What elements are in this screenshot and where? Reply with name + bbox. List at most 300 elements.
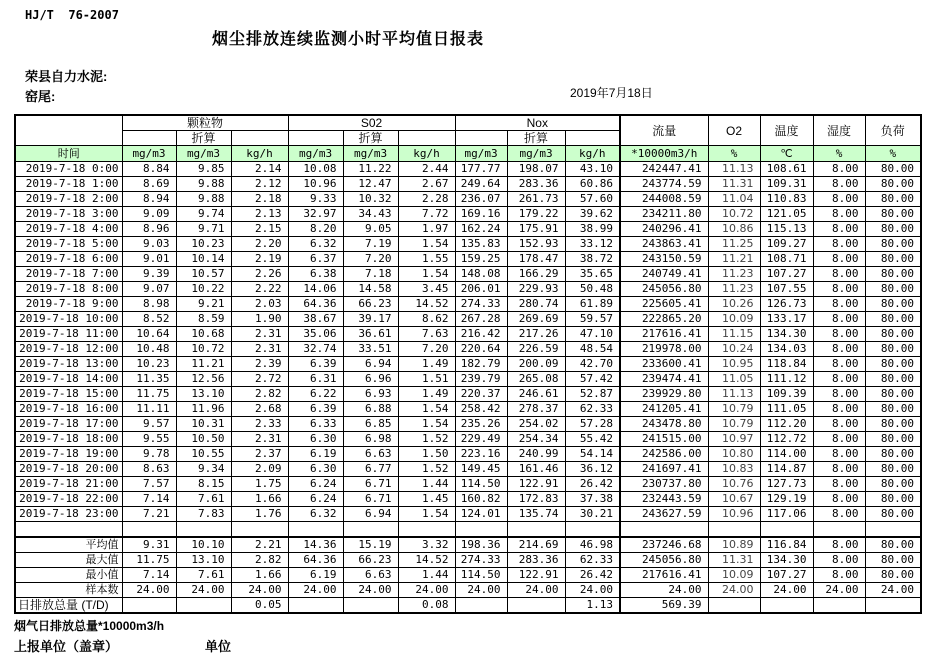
value-cell: 9.03: [122, 237, 176, 252]
value-cell: 10.31: [176, 417, 231, 432]
unit-label: 单位: [205, 639, 232, 654]
value-cell: 80.00: [865, 447, 921, 462]
value-cell: 80.00: [865, 417, 921, 432]
value-cell: 6.31: [288, 372, 343, 387]
value-cell: 179.22: [507, 207, 565, 222]
value-cell: 261.73: [507, 192, 565, 207]
value-cell: [565, 522, 620, 538]
value-cell: 64.36: [288, 297, 343, 312]
value-cell: 9.57: [122, 417, 176, 432]
value-cell: 14.06: [288, 282, 343, 297]
value-cell: 66.23: [343, 297, 398, 312]
value-cell: 11.35: [122, 372, 176, 387]
value-cell: 107.27: [760, 568, 813, 583]
value-cell: 33.51: [343, 342, 398, 357]
value-cell: 6.63: [343, 447, 398, 462]
value-cell: 118.84: [760, 357, 813, 372]
value-cell: 2.72: [231, 372, 288, 387]
value-cell: 10.96: [288, 177, 343, 192]
value-cell: 161.46: [507, 462, 565, 477]
value-cell: 10.95: [708, 357, 760, 372]
value-cell: 10.57: [176, 267, 231, 282]
value-cell: 57.60: [565, 192, 620, 207]
value-cell: 160.82: [455, 492, 507, 507]
value-cell: 80.00: [865, 553, 921, 568]
unit-cell-load: %: [865, 146, 921, 162]
value-cell: 64.36: [288, 553, 343, 568]
value-cell: 10.22: [176, 282, 231, 297]
value-cell: 10.09: [708, 568, 760, 583]
value-cell: 8.00: [813, 387, 865, 402]
value-cell: 80.00: [865, 207, 921, 222]
value-cell: 2.68: [231, 402, 288, 417]
value-cell: 8.20: [288, 222, 343, 237]
value-cell: 240749.41: [620, 267, 708, 282]
value-cell: 1.50: [398, 447, 455, 462]
table-row: [15, 297, 921, 312]
value-cell: 38.72: [565, 252, 620, 267]
value-cell: 80.00: [865, 432, 921, 447]
value-cell: 240296.41: [620, 222, 708, 237]
converted-label-so2: 折算: [343, 131, 398, 146]
table-row: [15, 387, 921, 402]
value-cell: 8.00: [813, 507, 865, 522]
col-humidity: 湿度: [813, 115, 865, 146]
value-cell: 2.19: [231, 252, 288, 267]
value-cell: 10.79: [708, 402, 760, 417]
value-cell: 80.00: [865, 267, 921, 282]
value-cell: 234211.80: [620, 207, 708, 222]
group-particulate: 颗粒物: [122, 115, 288, 131]
value-cell: 39.17: [343, 312, 398, 327]
value-cell: 280.74: [507, 297, 565, 312]
summary-label: 平均值: [15, 537, 122, 553]
value-cell: 2.31: [231, 342, 288, 357]
value-cell: 240.99: [507, 447, 565, 462]
value-cell: 6.63: [343, 568, 398, 583]
value-cell: [176, 598, 231, 614]
value-cell: 8.00: [813, 553, 865, 568]
col-load: 负荷: [865, 115, 921, 146]
value-cell: 14.52: [398, 297, 455, 312]
time-cell: 2019-7-18 4:00: [15, 222, 122, 237]
value-cell: 80.00: [865, 507, 921, 522]
value-cell: 6.32: [288, 237, 343, 252]
value-cell: 133.17: [760, 312, 813, 327]
value-cell: 2.18: [231, 192, 288, 207]
value-cell: 2.13: [231, 207, 288, 222]
value-cell: 241697.41: [620, 462, 708, 477]
value-cell: 114.50: [455, 568, 507, 583]
unit-cell: mg/m3: [122, 146, 176, 162]
col-o2: O2: [708, 115, 760, 146]
summary-label: [15, 522, 122, 538]
summary-row: [15, 598, 921, 614]
time-cell: 2019-7-18 21:00: [15, 477, 122, 492]
value-cell: 109.39: [760, 387, 813, 402]
value-cell: 6.39: [288, 357, 343, 372]
value-cell: 2.26: [231, 267, 288, 282]
value-cell: 7.61: [176, 492, 231, 507]
value-cell: 6.96: [343, 372, 398, 387]
value-cell: 61.89: [565, 297, 620, 312]
value-cell: 8.00: [813, 568, 865, 583]
value-cell: 7.61: [176, 568, 231, 583]
value-cell: 1.66: [231, 568, 288, 583]
value-cell: 42.70: [565, 357, 620, 372]
value-cell: 124.01: [455, 507, 507, 522]
value-cell: [122, 522, 176, 538]
value-cell: 246.61: [507, 387, 565, 402]
value-cell: 1.52: [398, 462, 455, 477]
value-cell: 219978.00: [620, 342, 708, 357]
value-cell: 8.00: [813, 327, 865, 342]
table-row: [15, 492, 921, 507]
value-cell: 1.54: [398, 402, 455, 417]
value-cell: 9.01: [122, 252, 176, 267]
value-cell: 6.71: [343, 492, 398, 507]
value-cell: 229.49: [455, 432, 507, 447]
value-cell: 110.83: [760, 192, 813, 207]
unit-cell: mg/m3: [176, 146, 231, 162]
table-row: [15, 312, 921, 327]
value-cell: 182.79: [455, 357, 507, 372]
value-cell: 269.69: [507, 312, 565, 327]
value-cell: 2.31: [231, 432, 288, 447]
value-cell: 66.23: [343, 553, 398, 568]
value-cell: 8.69: [122, 177, 176, 192]
time-cell: 2019-7-18 10:00: [15, 312, 122, 327]
unit-cell: kg/h: [565, 146, 620, 162]
blank-cell: [565, 131, 620, 146]
value-cell: 8.00: [813, 447, 865, 462]
value-cell: 3.45: [398, 282, 455, 297]
time-cell: 2019-7-18 22:00: [15, 492, 122, 507]
value-cell: 112.20: [760, 417, 813, 432]
value-cell: 178.47: [507, 252, 565, 267]
value-cell: 46.98: [565, 537, 620, 553]
value-cell: 11.31: [708, 553, 760, 568]
value-cell: 6.98: [343, 432, 398, 447]
value-cell: 149.45: [455, 462, 507, 477]
value-cell: 15.19: [343, 537, 398, 553]
value-cell: 1.44: [398, 477, 455, 492]
value-cell: 10.23: [122, 357, 176, 372]
value-cell: 126.73: [760, 297, 813, 312]
value-cell: 8.00: [813, 417, 865, 432]
value-cell: 117.06: [760, 507, 813, 522]
value-cell: 6.22: [288, 387, 343, 402]
value-cell: 177.77: [455, 162, 507, 177]
value-cell: 8.00: [813, 357, 865, 372]
time-cell: 2019-7-18 12:00: [15, 342, 122, 357]
value-cell: 11.11: [122, 402, 176, 417]
value-cell: 24.00: [708, 583, 760, 598]
value-cell: 8.00: [813, 342, 865, 357]
value-cell: 235.26: [455, 417, 507, 432]
value-cell: 1.97: [398, 222, 455, 237]
value-cell: 243478.80: [620, 417, 708, 432]
unit-cell: kg/h: [231, 146, 288, 162]
value-cell: 135.83: [455, 237, 507, 252]
value-cell: 249.64: [455, 177, 507, 192]
value-cell: 236.07: [455, 192, 507, 207]
value-cell: 37.38: [565, 492, 620, 507]
value-cell: 0.08: [398, 598, 455, 614]
value-cell: 243150.59: [620, 252, 708, 267]
value-cell: 169.16: [455, 207, 507, 222]
col-flow: 流量: [620, 115, 708, 146]
value-cell: 9.88: [176, 177, 231, 192]
value-cell: 10.72: [708, 207, 760, 222]
value-cell: 80.00: [865, 537, 921, 553]
value-cell: 9.34: [176, 462, 231, 477]
time-cell: 2019-7-18 7:00: [15, 267, 122, 282]
value-cell: 11.25: [708, 237, 760, 252]
value-cell: 8.94: [122, 192, 176, 207]
time-cell: 2019-7-18 16:00: [15, 402, 122, 417]
time-cell: 2019-7-18 2:00: [15, 192, 122, 207]
value-cell: 8.00: [813, 402, 865, 417]
time-cell: 2019-7-18 5:00: [15, 237, 122, 252]
value-cell: 172.83: [507, 492, 565, 507]
col-temperature: 温度: [760, 115, 813, 146]
value-cell: 8.00: [813, 252, 865, 267]
value-cell: 115.13: [760, 222, 813, 237]
value-cell: 233600.41: [620, 357, 708, 372]
value-cell: 80.00: [865, 342, 921, 357]
value-cell: 10.32: [343, 192, 398, 207]
value-cell: 2.09: [231, 462, 288, 477]
table-row: [15, 447, 921, 462]
value-cell: 217616.41: [620, 568, 708, 583]
value-cell: 1.54: [398, 417, 455, 432]
value-cell: 80.00: [865, 177, 921, 192]
value-cell: 241205.41: [620, 402, 708, 417]
value-cell: 80.00: [865, 372, 921, 387]
value-cell: 122.91: [507, 568, 565, 583]
value-cell: 3.32: [398, 537, 455, 553]
value-cell: 7.18: [343, 267, 398, 282]
value-cell: 24.00: [122, 583, 176, 598]
value-cell: 267.28: [455, 312, 507, 327]
value-cell: 9.33: [288, 192, 343, 207]
value-cell: 24.00: [455, 583, 507, 598]
value-cell: [343, 598, 398, 614]
value-cell: 47.10: [565, 327, 620, 342]
value-cell: 1.66: [231, 492, 288, 507]
value-cell: 8.00: [813, 267, 865, 282]
value-cell: 265.08: [507, 372, 565, 387]
value-cell: 80.00: [865, 568, 921, 583]
value-cell: 198.07: [507, 162, 565, 177]
value-cell: 10.79: [708, 417, 760, 432]
value-cell: 8.96: [122, 222, 176, 237]
table-row: [15, 477, 921, 492]
table-row: [15, 177, 921, 192]
header-row-groups: [15, 115, 921, 131]
value-cell: 10.97: [708, 432, 760, 447]
value-cell: 114.00: [760, 447, 813, 462]
value-cell: 8.63: [122, 462, 176, 477]
value-cell: 62.33: [565, 402, 620, 417]
value-cell: 2.12: [231, 177, 288, 192]
time-header-blank: [15, 115, 122, 146]
blank-cell: [122, 131, 176, 146]
value-cell: 243774.59: [620, 177, 708, 192]
value-cell: 232443.59: [620, 492, 708, 507]
value-cell: 1.49: [398, 387, 455, 402]
value-cell: 8.00: [813, 207, 865, 222]
time-header: 时间: [15, 146, 122, 162]
time-cell: 2019-7-18 20:00: [15, 462, 122, 477]
table-row: [15, 432, 921, 447]
spacer-row: [15, 522, 921, 538]
value-cell: 24.00: [398, 583, 455, 598]
value-cell: 7.57: [122, 477, 176, 492]
flow-total-note: 烟气日排放总量*10000m3/h: [14, 619, 165, 633]
value-cell: 6.93: [343, 387, 398, 402]
value-cell: [455, 522, 507, 538]
value-cell: 1.90: [231, 312, 288, 327]
value-cell: 11.96: [176, 402, 231, 417]
time-cell: 2019-7-18 9:00: [15, 297, 122, 312]
value-cell: 148.08: [455, 267, 507, 282]
value-cell: 9.55: [122, 432, 176, 447]
value-cell: 33.12: [565, 237, 620, 252]
unit-cell: kg/h: [398, 146, 455, 162]
value-cell: 10.24: [708, 342, 760, 357]
value-cell: 60.86: [565, 177, 620, 192]
value-cell: 220.64: [455, 342, 507, 357]
value-cell: 274.33: [455, 553, 507, 568]
value-cell: 2.39: [231, 357, 288, 372]
value-cell: 217616.41: [620, 327, 708, 342]
value-cell: 245056.80: [620, 553, 708, 568]
value-cell: 10.10: [176, 537, 231, 553]
value-cell: 10.83: [708, 462, 760, 477]
value-cell: 7.20: [343, 252, 398, 267]
value-cell: 6.71: [343, 477, 398, 492]
value-cell: 11.15: [708, 327, 760, 342]
unit-cell: mg/m3: [507, 146, 565, 162]
value-cell: 258.42: [455, 402, 507, 417]
value-cell: 8.00: [813, 192, 865, 207]
value-cell: 8.84: [122, 162, 176, 177]
value-cell: 223.16: [455, 447, 507, 462]
value-cell: 2.21: [231, 537, 288, 553]
value-cell: 8.15: [176, 477, 231, 492]
value-cell: 6.24: [288, 477, 343, 492]
value-cell: 6.19: [288, 568, 343, 583]
value-cell: 8.00: [813, 237, 865, 252]
converted-label-nox: 折算: [507, 131, 565, 146]
value-cell: 107.55: [760, 282, 813, 297]
value-cell: 222865.20: [620, 312, 708, 327]
time-cell: 2019-7-18 17:00: [15, 417, 122, 432]
value-cell: 11.13: [708, 387, 760, 402]
time-cell: 2019-7-18 1:00: [15, 177, 122, 192]
value-cell: 109.31: [760, 177, 813, 192]
time-cell: 2019-7-18 23:00: [15, 507, 122, 522]
value-cell: 127.73: [760, 477, 813, 492]
value-cell: 8.00: [813, 177, 865, 192]
value-cell: 2.82: [231, 387, 288, 402]
value-cell: 36.61: [343, 327, 398, 342]
value-cell: 162.24: [455, 222, 507, 237]
blank-cell: [288, 131, 343, 146]
summary-row: [15, 568, 921, 583]
value-cell: 175.91: [507, 222, 565, 237]
value-cell: 2.31: [231, 327, 288, 342]
value-cell: 114.50: [455, 477, 507, 492]
table-row: [15, 282, 921, 297]
table-row: [15, 162, 921, 177]
value-cell: 116.84: [760, 537, 813, 553]
report-table: [14, 114, 922, 614]
table-row: [15, 207, 921, 222]
value-cell: [343, 522, 398, 538]
value-cell: 274.33: [455, 297, 507, 312]
value-cell: 10.09: [708, 312, 760, 327]
value-cell: 9.05: [343, 222, 398, 237]
value-cell: 254.34: [507, 432, 565, 447]
value-cell: 80.00: [865, 492, 921, 507]
value-cell: 198.36: [455, 537, 507, 553]
value-cell: [620, 522, 708, 538]
value-cell: 8.00: [813, 312, 865, 327]
value-cell: [507, 522, 565, 538]
value-cell: 1.76: [231, 507, 288, 522]
monitoring-point: 窑尾:: [25, 89, 56, 104]
value-cell: 6.94: [343, 357, 398, 372]
value-cell: 2.44: [398, 162, 455, 177]
value-cell: 12.56: [176, 372, 231, 387]
value-cell: 6.77: [343, 462, 398, 477]
value-cell: 48.54: [565, 342, 620, 357]
value-cell: [760, 522, 813, 538]
value-cell: 135.74: [507, 507, 565, 522]
value-cell: 59.57: [565, 312, 620, 327]
value-cell: 6.19: [288, 447, 343, 462]
standard-code: HJ/T 76-2007: [25, 8, 119, 22]
value-cell: 55.42: [565, 432, 620, 447]
value-cell: 26.42: [565, 477, 620, 492]
unit-cell-temperature: ℃: [760, 146, 813, 162]
value-cell: 8.62: [398, 312, 455, 327]
value-cell: 159.25: [455, 252, 507, 267]
value-cell: 24.00: [343, 583, 398, 598]
value-cell: 241515.00: [620, 432, 708, 447]
report-table-wrap: [14, 114, 922, 614]
value-cell: 80.00: [865, 477, 921, 492]
time-cell: 2019-7-18 19:00: [15, 447, 122, 462]
unit-cell: mg/m3: [343, 146, 398, 162]
value-cell: 11.23: [708, 282, 760, 297]
value-cell: [507, 598, 565, 614]
value-cell: 39.62: [565, 207, 620, 222]
value-cell: 8.00: [813, 297, 865, 312]
value-cell: 80.00: [865, 282, 921, 297]
value-cell: 237246.68: [620, 537, 708, 553]
value-cell: 12.47: [343, 177, 398, 192]
value-cell: 11.21: [176, 357, 231, 372]
value-cell: 7.72: [398, 207, 455, 222]
value-cell: 121.05: [760, 207, 813, 222]
value-cell: 54.14: [565, 447, 620, 462]
blank-cell: [455, 131, 507, 146]
summary-row: [15, 537, 921, 553]
